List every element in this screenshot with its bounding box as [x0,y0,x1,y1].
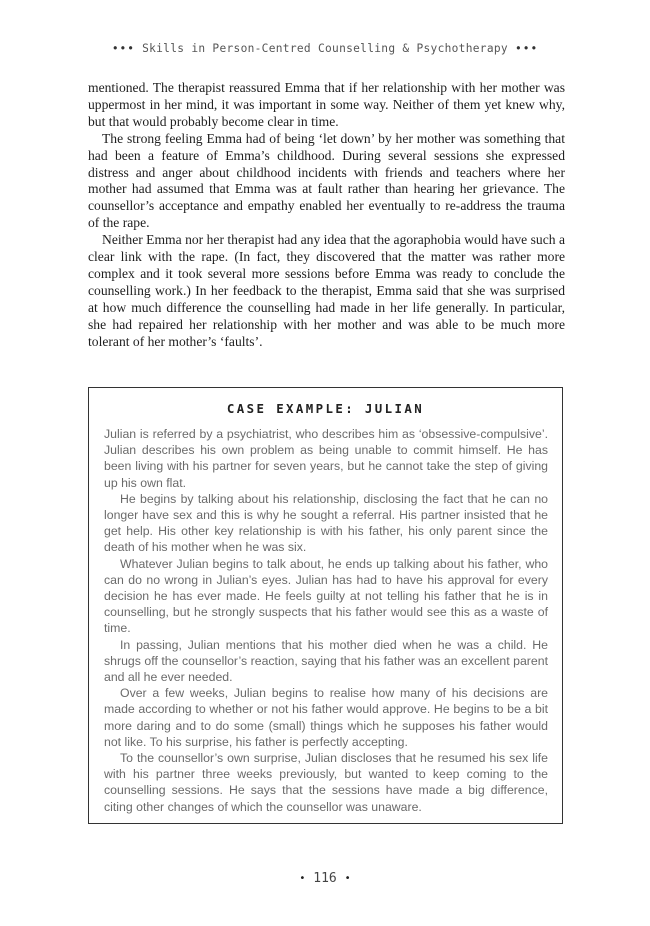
running-head-title: Skills in Person-Centred Counselling & Psychotherapy [142,42,508,55]
body-paragraph: mentioned. The therapist reassured Emma that if her relationship with her mother was uppermost in her mind, it was important in some way. Neither of them yet knew why, but that would probably become clear in time. [88,80,565,129]
page-number: 116 [313,871,337,886]
case-paragraph: Over a few weeks, Julian begins to realise how many of his decisions are made according to whether or not his father would approve. He begins to be a bit more daring and to do some (small) things which he supposes his father would not like. To his surprise, his father is perfectly accepting. [104,686,548,749]
body-paragraph: The strong feeling Emma had of being ‘let down’ by her mother was something that had been a feature of Emma’s childhood. During several sessions she expressed distress and anger about childhood incidents with friends and teachers where her mother had assumed that Emma was at fault rather than hearing her grievance. The counsellor’s acceptance and empathy enabled her eventually to re-address the trauma of the rape. [88,130,565,231]
footer-ornament-left: • [299,873,306,884]
case-paragraph: He begins by talking about his relationship, disclosing the fact that he can no longer have sex and this is why he sought a referral. His partner insisted that he get help. His other key relationship is with his father, his only parent since the death of his mother when he was six. [104,491,548,555]
case-paragraph: Whatever Julian begins to talk about, he ends up talking about his father, who can do no wrong in Julian’s eyes. Julian has had to have his approval for every decision he has ever made. He feels guilty at not telling his father that he is in counselling, but he strongly suspects that his father would see this as a waste of time. [104,556,548,636]
header-ornament-left: ••• [111,42,136,55]
header-ornament-right: ••• [514,42,539,55]
page-footer [0,871,650,886]
case-example-box [88,387,563,824]
case-example-text [104,426,548,815]
running-head [0,42,650,55]
footer-ornament-right: • [344,873,351,884]
body-paragraph: Neither Emma nor her therapist had any idea that the agoraphobia would have such a clear link with the rape. (In fact, they discovered that the matter was rather more complex and it took several more sessions before Emma was ready to conclude the counselling work.) In her feedback to the therapist, Emma said that she was surprised at how much difference the counselling had made in her life generally. In particular, she had repaired her relationship with her mother and was able to be much more tolerant of her mother’s ‘faults’. [88,232,565,349]
case-paragraph: In passing, Julian mentions that his mother died when he was a child. He shrugs off the counsellor’s reaction, saying that his father was an excellent parent and all he ever needed. [104,637,548,685]
body-text [88,80,565,351]
case-paragraph: Julian is referred by a psychiatrist, who describes him as ‘obsessive-compulsive’. Julian describes his own problem as being unable to commit himself. He has been living with his partner for seven years, but he cannot take the step of giving up his own flat. [104,427,548,490]
case-example-title: CASE EXAMPLE: JULIAN [226,401,425,416]
case-paragraph: To the counsellor’s own surprise, Julian discloses that he resumed his sex life with his partner three weeks previously, but wanted to keep coming to the counselling sessions. He says that the sessions have made a big difference, citing other changes of which the counsellor was unaware. [104,751,548,814]
